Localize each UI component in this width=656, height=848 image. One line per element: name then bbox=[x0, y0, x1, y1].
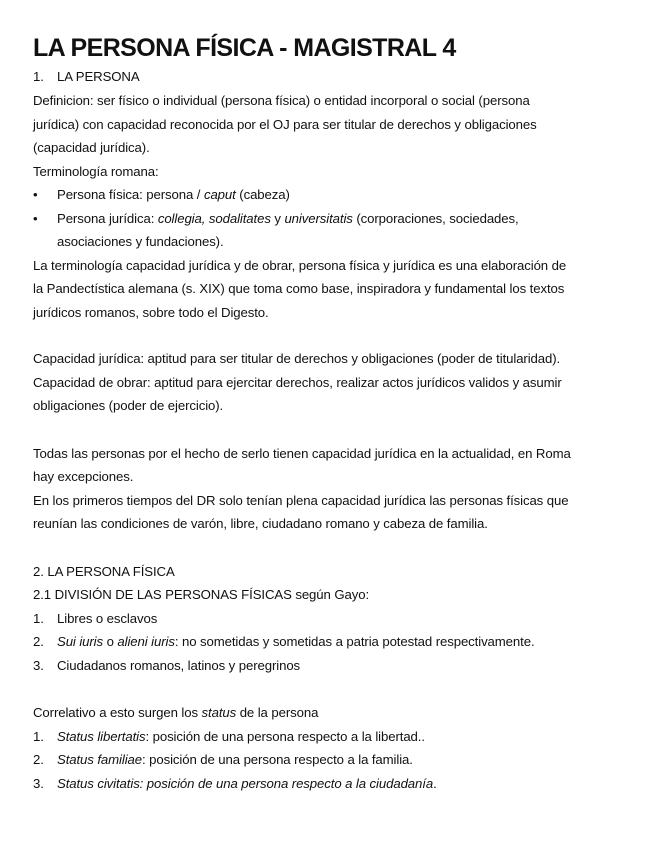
status-intro: Correlativo a esto surgen los status de la persona bbox=[33, 705, 319, 720]
paragraph-line: la Pandectística alemana (s. XIX) que toma como base, inspiradora y fundamental los textos bbox=[33, 281, 565, 296]
bullet-marker: • bbox=[33, 187, 38, 202]
definition-line-1: Definicion: ser físico o individual (persona física) o entidad incorporal o social (persona bbox=[33, 93, 530, 108]
section-1-heading: 1. LA PERSONA bbox=[33, 69, 140, 84]
capacidad-obrar-line-2: obligaciones (poder de ejercicio). bbox=[33, 398, 224, 413]
page-title: LA PERSONA FÍSICA - MAGISTRAL 4 bbox=[33, 34, 456, 62]
definition-line-2: jurídica) con capacidad reconocida por el OJ para ser titular de derechos y obligaciones bbox=[33, 117, 537, 132]
paragraph-line: reunían las condiciones de varón, libre, ciudadano romano y cabeza de familia. bbox=[33, 516, 488, 531]
paragraph-line: jurídicos romanos, sobre todo el Digesto. bbox=[33, 305, 269, 320]
section-2-heading: 2. LA PERSONA FÍSICA bbox=[33, 564, 175, 579]
list-item: 1. Libres o esclavos bbox=[33, 611, 158, 626]
capacidad-juridica: Capacidad jurídica: aptitud para ser titular de derechos y obligaciones (poder de titularidad). bbox=[33, 351, 561, 366]
bullet-item: • Persona jurídica: collegia, sodalitates y universitatis (corporaciones, sociedades, bbox=[33, 211, 519, 226]
list-item: 2. Status familiae: posición de una persona respecto a la familia. bbox=[33, 752, 413, 767]
list-item: 2. Sui iuris o alieni iuris: no sometidas y sometidas a patria potestad respectivamente. bbox=[33, 634, 535, 649]
list-item: 3. Ciudadanos romanos, latinos y peregrinos bbox=[33, 658, 301, 673]
paragraph-line: Todas las personas por el hecho de serlo tienen capacidad jurídica en la actualidad, en Roma bbox=[33, 446, 571, 461]
paragraph-line: hay excepciones. bbox=[33, 469, 134, 484]
subsection-heading: 2.1 DIVISIÓN DE LAS PERSONAS FÍSICAS según Gayo: bbox=[33, 587, 370, 602]
terminology-heading: Terminología romana: bbox=[33, 164, 159, 179]
definition-line-3: (capacidad jurídica). bbox=[33, 140, 150, 155]
capacidad-obrar-line-1: Capacidad de obrar: aptitud para ejercitar derechos, realizar actos jurídicos validos y asumir bbox=[33, 375, 562, 390]
list-item: 1. Status libertatis: posición de una persona respecto a la libertad.. bbox=[33, 729, 425, 744]
bullet-continuation: asociaciones y fundaciones). bbox=[57, 234, 224, 249]
list-item: 3. Status civitatis: posición de una persona respecto a la ciudadanía. bbox=[33, 776, 437, 791]
paragraph-line: La terminología capacidad jurídica y de obrar, persona física y jurídica es una elaboración de bbox=[33, 258, 567, 273]
bullet-marker: • bbox=[33, 211, 38, 226]
bullet-item: • Persona física: persona / caput (cabeza) bbox=[33, 187, 290, 202]
paragraph-line: En los primeros tiempos del DR solo tenían plena capacidad jurídica las personas físicas que bbox=[33, 493, 569, 508]
